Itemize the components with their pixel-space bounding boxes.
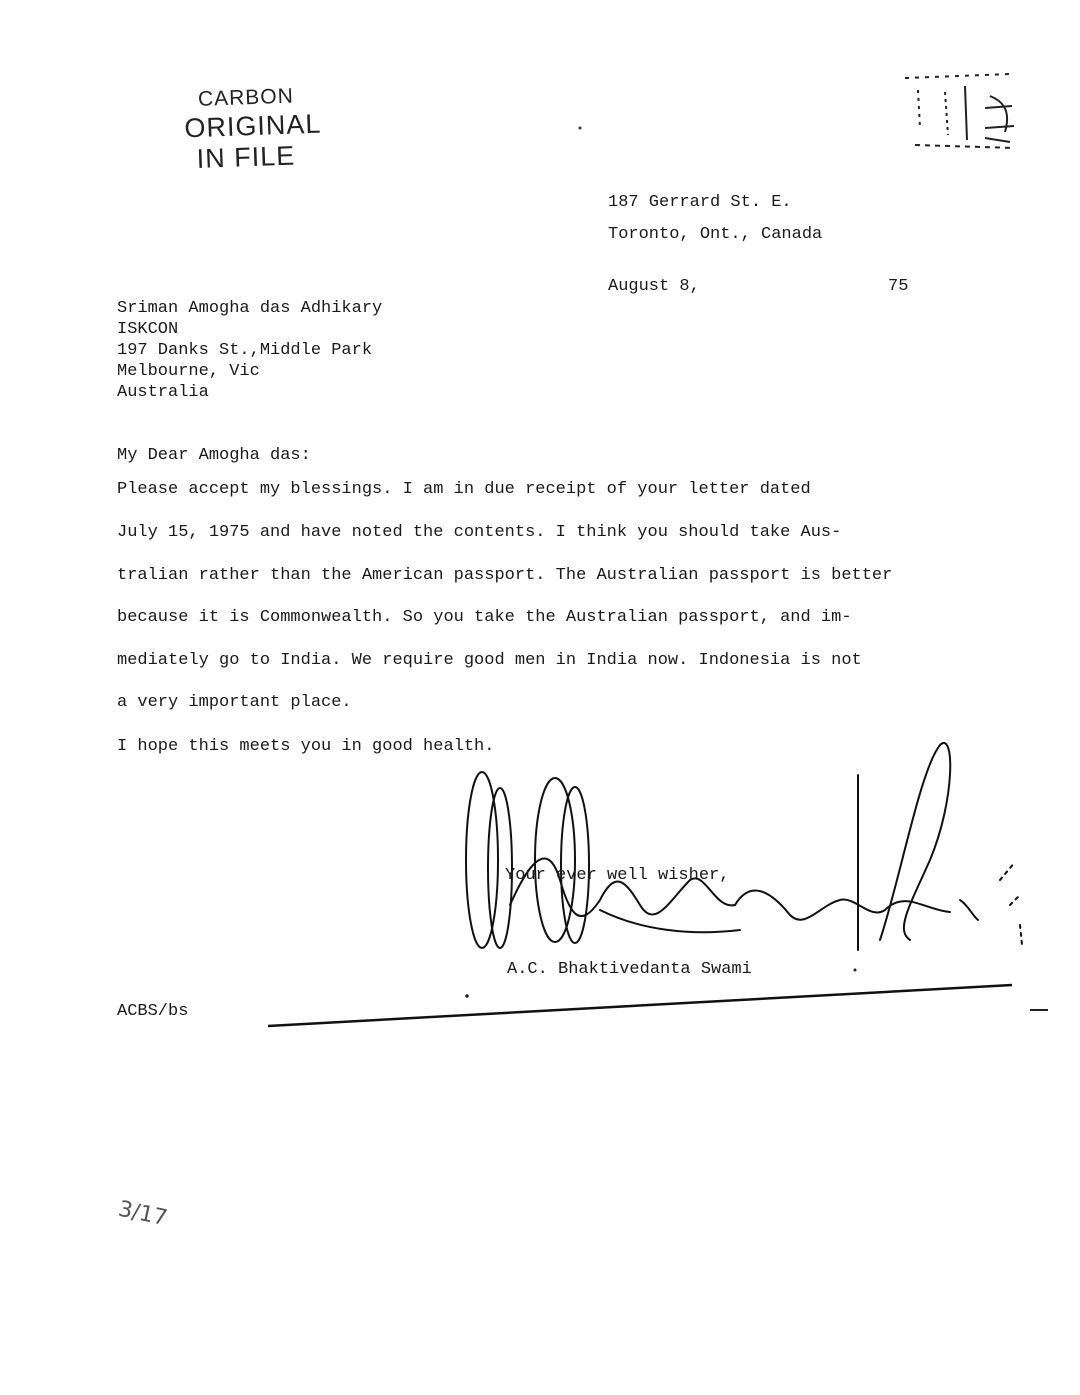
body-line: I hope this meets you in good health.	[117, 737, 495, 756]
filing-mark	[116, 1197, 170, 1232]
stamp-line-carbon: CARBON	[197, 84, 295, 111]
sender-city: Toronto, Ont., Canada	[608, 225, 823, 244]
body-line: a very important place.	[117, 693, 352, 712]
salutation: My Dear Amogha das:	[117, 446, 311, 465]
recipient-street: 197 Danks St.,Middle Park	[117, 341, 373, 360]
stamp-line-in-file: IN FILE	[196, 140, 296, 174]
letter-year: 75	[888, 277, 909, 296]
sender-street: 187 Gerrard St. E.	[608, 193, 792, 212]
recipient-city: Melbourne, Vic	[117, 362, 260, 381]
typist-initials: ACBS/bs	[117, 1002, 189, 1021]
letter-date: August 8,	[608, 277, 700, 296]
closing: Your ever well wisher,	[505, 866, 730, 885]
body-line: because it is Commonwealth. So you take the Australian passport, and im-	[117, 608, 852, 627]
stamp-line-original: ORIGINAL	[183, 108, 322, 144]
body-line: Please accept my blessings. I am in due receipt of your letter dated	[117, 480, 811, 499]
filed-stamp-mark	[905, 74, 1015, 148]
body-line: tralian rather than the American passport. The Australian passport is better	[117, 566, 893, 585]
body-line: July 15, 1975 and have noted the contents. I think you should take Aus-	[117, 523, 842, 542]
handwritten-signature	[466, 743, 1022, 950]
recipient-name: Sriman Amogha das Adhikary	[117, 299, 383, 318]
body-line: mediately go to India. We require good men in India now. Indonesia is not	[117, 651, 862, 670]
stray-dot	[854, 969, 857, 972]
signatory-name: A.C. Bhaktivedanta Swami	[507, 960, 752, 979]
recipient-org: ISKCON	[117, 320, 179, 339]
stray-dot	[465, 994, 469, 998]
signature-underline	[268, 985, 1012, 1026]
recipient-country: Australia	[117, 383, 209, 402]
stray-dot	[579, 127, 582, 130]
svg-text:3/17: 3/17	[115, 1196, 170, 1232]
